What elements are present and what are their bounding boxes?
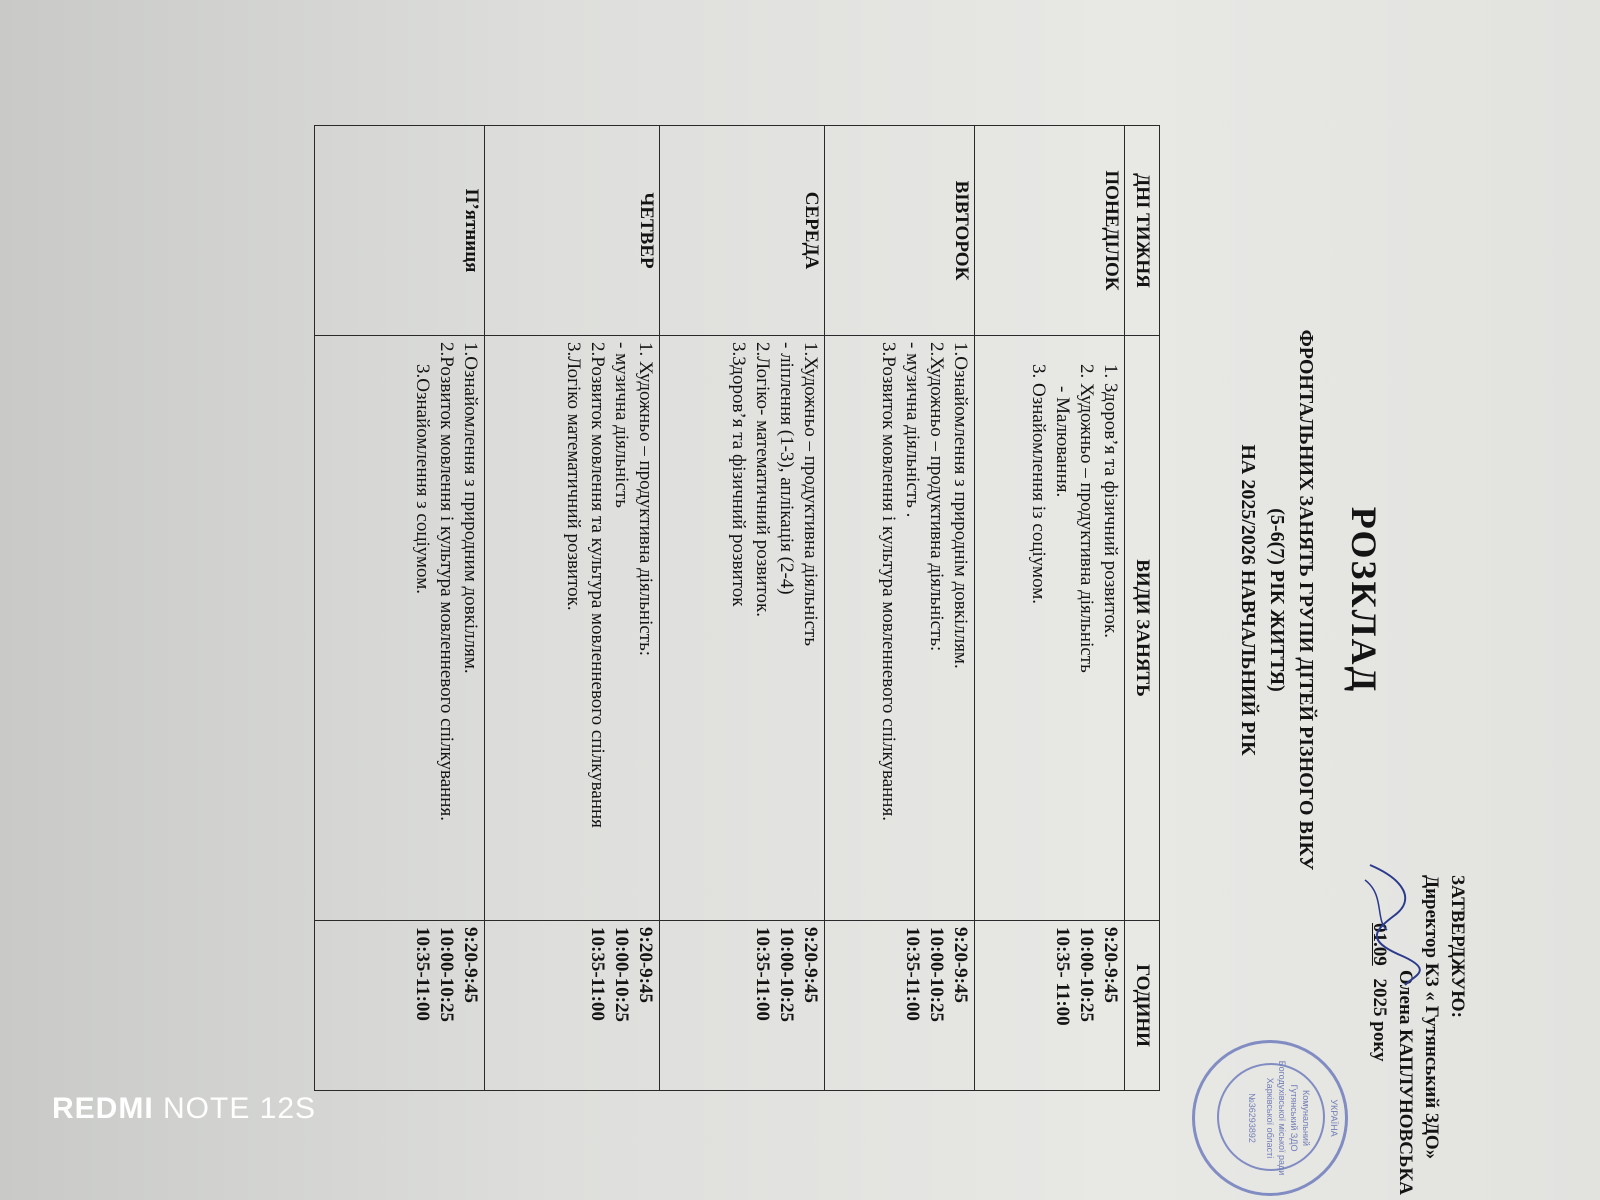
day-cell: П’ятниця (315, 126, 485, 336)
day-cell: ВІВТОРОК (825, 126, 975, 336)
hours-cell (975, 921, 1125, 1091)
activities-cell (825, 336, 975, 921)
approval-heading: ЗАТВЕРДЖУЮ: (1447, 875, 1468, 1018)
hour-slot: 10:00-10:25 (1076, 927, 1097, 1022)
activity-line: 3.Логіко математичний розвиток. (563, 342, 584, 611)
activity-line: 3. Ознайомлення із соціумом. (1028, 364, 1049, 604)
activity-line: 2.Розвиток мовлення та культура мовленневого спілкування (587, 342, 608, 828)
activity-line: 1.Ознайомлення з природнім довкіллям. (950, 342, 971, 669)
day-cell: СЕРЕДА (660, 126, 825, 336)
activity-line: 3.Здоров’я та фізичний розвиток (728, 342, 749, 607)
header-activities: ВИДИ ЗАНЯТЬ (1125, 336, 1160, 921)
table-header-row (1125, 126, 1160, 1091)
activity-line: - ліплення (1-3), аплікація (2-4) (776, 342, 797, 595)
activity-line: 2.Логіко- математичний розвиток. (752, 342, 773, 617)
hour-slot: 10:35-11:00 (412, 927, 433, 1021)
table-row (660, 126, 825, 1091)
hour-slot: 10:00-10:25 (436, 927, 457, 1022)
hours-cell (660, 921, 825, 1091)
hour-slot: 10:35- 11:00 (1052, 927, 1073, 1026)
schedule-table (314, 125, 1160, 1091)
table-row (825, 126, 975, 1091)
activities-cell (975, 336, 1125, 921)
approval-year: 2025 року (1369, 978, 1390, 1062)
activities-cell (660, 336, 825, 921)
watermark-model: NOTE 12S (163, 1092, 317, 1125)
hour-slot: 9:20-9:45 (800, 927, 821, 1003)
activity-line: - музична діяльність . (902, 342, 923, 518)
activity-line: 1. Здоров’я та фізичний розвиток. (1100, 364, 1121, 638)
stamp-line-3: Богодухівської міської ради (1277, 1060, 1287, 1176)
page-subtitle-3: НА 2025/2026 НАВЧАЛЬНИЙ РІК (1237, 444, 1259, 756)
stamp-line-2: Гутянський ЗДО (1289, 1084, 1299, 1152)
stamp-top-text: УКРАЇНА (1329, 1099, 1339, 1137)
hour-slot: 9:20-9:45 (460, 927, 481, 1003)
activities-cell (315, 336, 485, 921)
watermark-brand: REDMI (52, 1092, 154, 1125)
hours-cell (485, 921, 660, 1091)
hours-cell (315, 921, 485, 1091)
hours-cell (825, 921, 975, 1091)
activity-line: 1. Художньо – продуктивна діяльність: (635, 342, 656, 657)
stamp-code: №36293892 (1247, 1093, 1257, 1143)
activity-line: 3.Розвиток мовлення і культура мовленневого спілкування. (878, 342, 899, 821)
day-cell: ЧЕТВЕР (485, 126, 660, 336)
hour-slot: 10:35-11:00 (902, 927, 923, 1021)
page-subtitle-2: (5-6(7) РІК ЖИТТЯ) (1266, 508, 1288, 692)
hour-slot: 10:00-10:25 (926, 927, 947, 1022)
page-title: РОЗКЛАД (1344, 506, 1384, 694)
approval-director: Директор КЗ « Гутянський ЗДО» (1421, 875, 1442, 1160)
stamp-line-1: Комунальний (1301, 1090, 1311, 1146)
activity-line: - музична діяльність (611, 342, 632, 508)
activity-line: 3.Ознайомлення з соціумом. (412, 364, 433, 594)
stamp-line-4: Харківської області (1265, 1077, 1275, 1159)
header-days: ДНІ ТИЖНЯ (1125, 126, 1160, 336)
approval-name: Олена КАПЛУНОВСЬКА (1395, 970, 1416, 1195)
header-hours: ГОДИНИ (1125, 921, 1160, 1091)
activity-line: 2.Художньо – продуктивна діяльність: (926, 342, 947, 652)
activity-line: 2. Художньо – продуктивна діяльність (1076, 364, 1097, 673)
camera-watermark (52, 1092, 316, 1126)
approval-date-handwritten: 01.09 (1369, 923, 1390, 966)
hour-slot: 10:00-10:25 (776, 927, 797, 1022)
activity-line: 2.Розвиток мовлення і культура мовленневого спілкування. (436, 342, 457, 821)
activities-cell (485, 336, 660, 921)
table-row (975, 126, 1125, 1091)
hour-slot: 10:35-11:00 (587, 927, 608, 1021)
activity-line: 1.Ознайомлення з природним довкіллям. (460, 342, 481, 674)
table-row (315, 126, 485, 1091)
page-subtitle-1: ФРОНТАЛЬНИХ ЗАНЯТЬ ГРУПИ ДІТЕЙ РІЗНОГО ВІКУ (1295, 329, 1317, 871)
hour-slot: 10:00-10:25 (611, 927, 632, 1022)
hour-slot: 10:35-11:00 (752, 927, 773, 1021)
day-cell: ПОНЕДІЛОК (975, 126, 1125, 336)
hour-slot: 9:20-9:45 (950, 927, 971, 1003)
hour-slot: 9:20-9:45 (635, 927, 656, 1003)
table-row (485, 126, 660, 1091)
activity-line: 1.Художньо – продуктивна діяльність (800, 342, 821, 646)
hour-slot: 9:20-9:45 (1100, 927, 1121, 1003)
activity-line: - Малювання. (1052, 386, 1073, 498)
